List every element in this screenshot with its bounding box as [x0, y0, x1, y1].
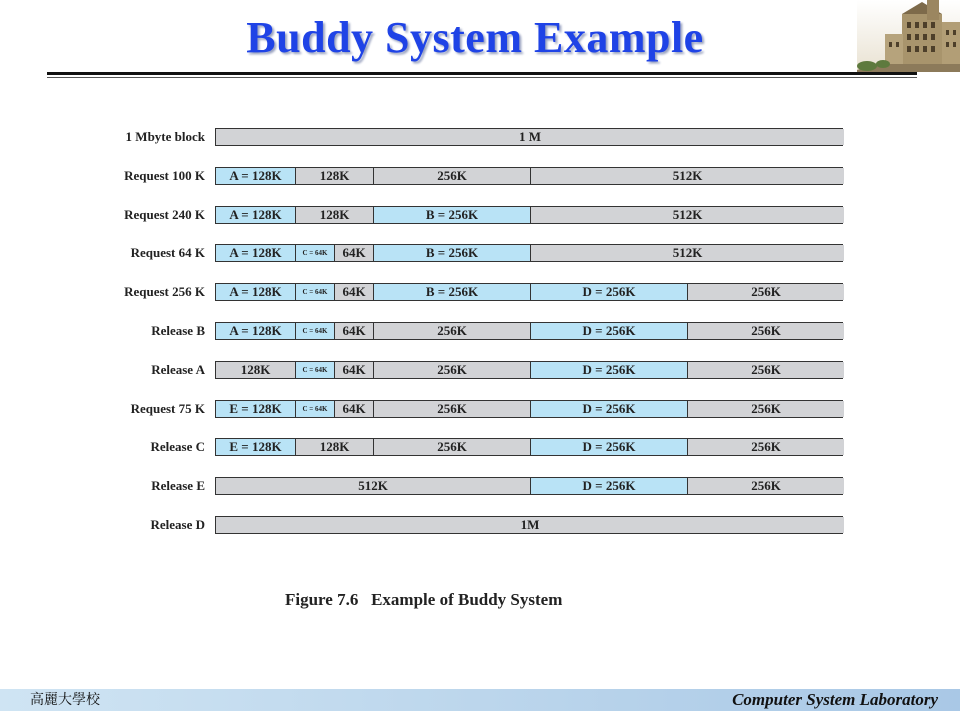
allocated-block: D = 256K [530, 284, 687, 300]
footer-university-name: 高麗大學校 [30, 692, 100, 708]
free-block: 256K [687, 362, 844, 378]
free-block: 1M [216, 517, 844, 533]
free-block: 64K [334, 362, 373, 378]
row-label: 1 Mbyte block [125, 129, 205, 144]
free-block: 256K [687, 284, 844, 300]
row-label: Request 240 K [124, 207, 205, 222]
free-block: 128K [295, 207, 373, 223]
allocated-block: A = 128K [216, 245, 295, 261]
slide-title: Buddy System Example [246, 13, 704, 62]
free-block: 256K [687, 323, 844, 339]
memory-bar [215, 516, 843, 534]
memory-bar [215, 438, 843, 456]
title-divider [47, 72, 917, 75]
free-block: 256K [373, 323, 530, 339]
allocated-block: D = 256K [530, 323, 687, 339]
allocated-block: C = 64K [295, 401, 334, 417]
memory-bar [215, 283, 843, 301]
title-divider-thin [47, 77, 917, 78]
row-label: Release E [151, 478, 205, 493]
allocated-block: B = 256K [373, 284, 530, 300]
memory-bar [215, 322, 843, 340]
free-block: 64K [334, 323, 373, 339]
free-block: 256K [687, 401, 844, 417]
free-block: 1 M [216, 129, 844, 145]
allocated-block: D = 256K [530, 401, 687, 417]
free-block: 128K [216, 362, 295, 378]
allocated-block: D = 256K [530, 478, 687, 494]
allocated-block: B = 256K [373, 245, 530, 261]
university-building-icon [857, 0, 960, 72]
free-block: 128K [295, 439, 373, 455]
free-block: 256K [373, 439, 530, 455]
free-block: 512K [216, 478, 530, 494]
allocated-block: D = 256K [530, 362, 687, 378]
free-block: 256K [373, 401, 530, 417]
allocated-block: A = 128K [216, 284, 295, 300]
allocated-block: E = 128K [216, 401, 295, 417]
row-label: Release D [150, 517, 205, 532]
free-block: 512K [530, 245, 844, 261]
allocated-block: E = 128K [216, 439, 295, 455]
allocated-block: C = 64K [295, 284, 334, 300]
free-block: 256K [373, 362, 530, 378]
memory-bar [215, 361, 843, 379]
allocated-block: B = 256K [373, 207, 530, 223]
allocated-block: A = 128K [216, 168, 295, 184]
free-block: 256K [687, 439, 844, 455]
free-block: 512K [530, 207, 844, 223]
free-block: 64K [334, 284, 373, 300]
allocated-block: D = 256K [530, 439, 687, 455]
memory-bar [215, 400, 843, 418]
memory-bar [215, 206, 843, 224]
footer-lab-name: Computer System Laboratory [732, 690, 938, 709]
free-block: 64K [334, 245, 373, 261]
free-block: 64K [334, 401, 373, 417]
allocated-block: C = 64K [295, 245, 334, 261]
row-label: Request 75 K [130, 401, 205, 416]
allocated-block: A = 128K [216, 323, 295, 339]
figure-caption: Figure 7.6 Example of Buddy System [285, 590, 563, 609]
memory-bar [215, 167, 843, 185]
memory-bar [215, 477, 843, 495]
free-block: 128K [295, 168, 373, 184]
row-label: Request 100 K [124, 168, 205, 183]
memory-bar [215, 128, 843, 146]
allocated-block: A = 128K [216, 207, 295, 223]
row-label: Release C [150, 439, 205, 454]
row-label: Request 256 K [124, 284, 205, 299]
free-block: 256K [687, 478, 844, 494]
row-label: Release B [151, 323, 205, 338]
row-label: Request 64 K [130, 245, 205, 260]
free-block: 256K [373, 168, 530, 184]
row-label: Release A [151, 362, 205, 377]
allocated-block: C = 64K [295, 323, 334, 339]
footer-bar [0, 689, 960, 711]
memory-bar [215, 244, 843, 262]
free-block: 512K [530, 168, 844, 184]
allocated-block: C = 64K [295, 362, 334, 378]
